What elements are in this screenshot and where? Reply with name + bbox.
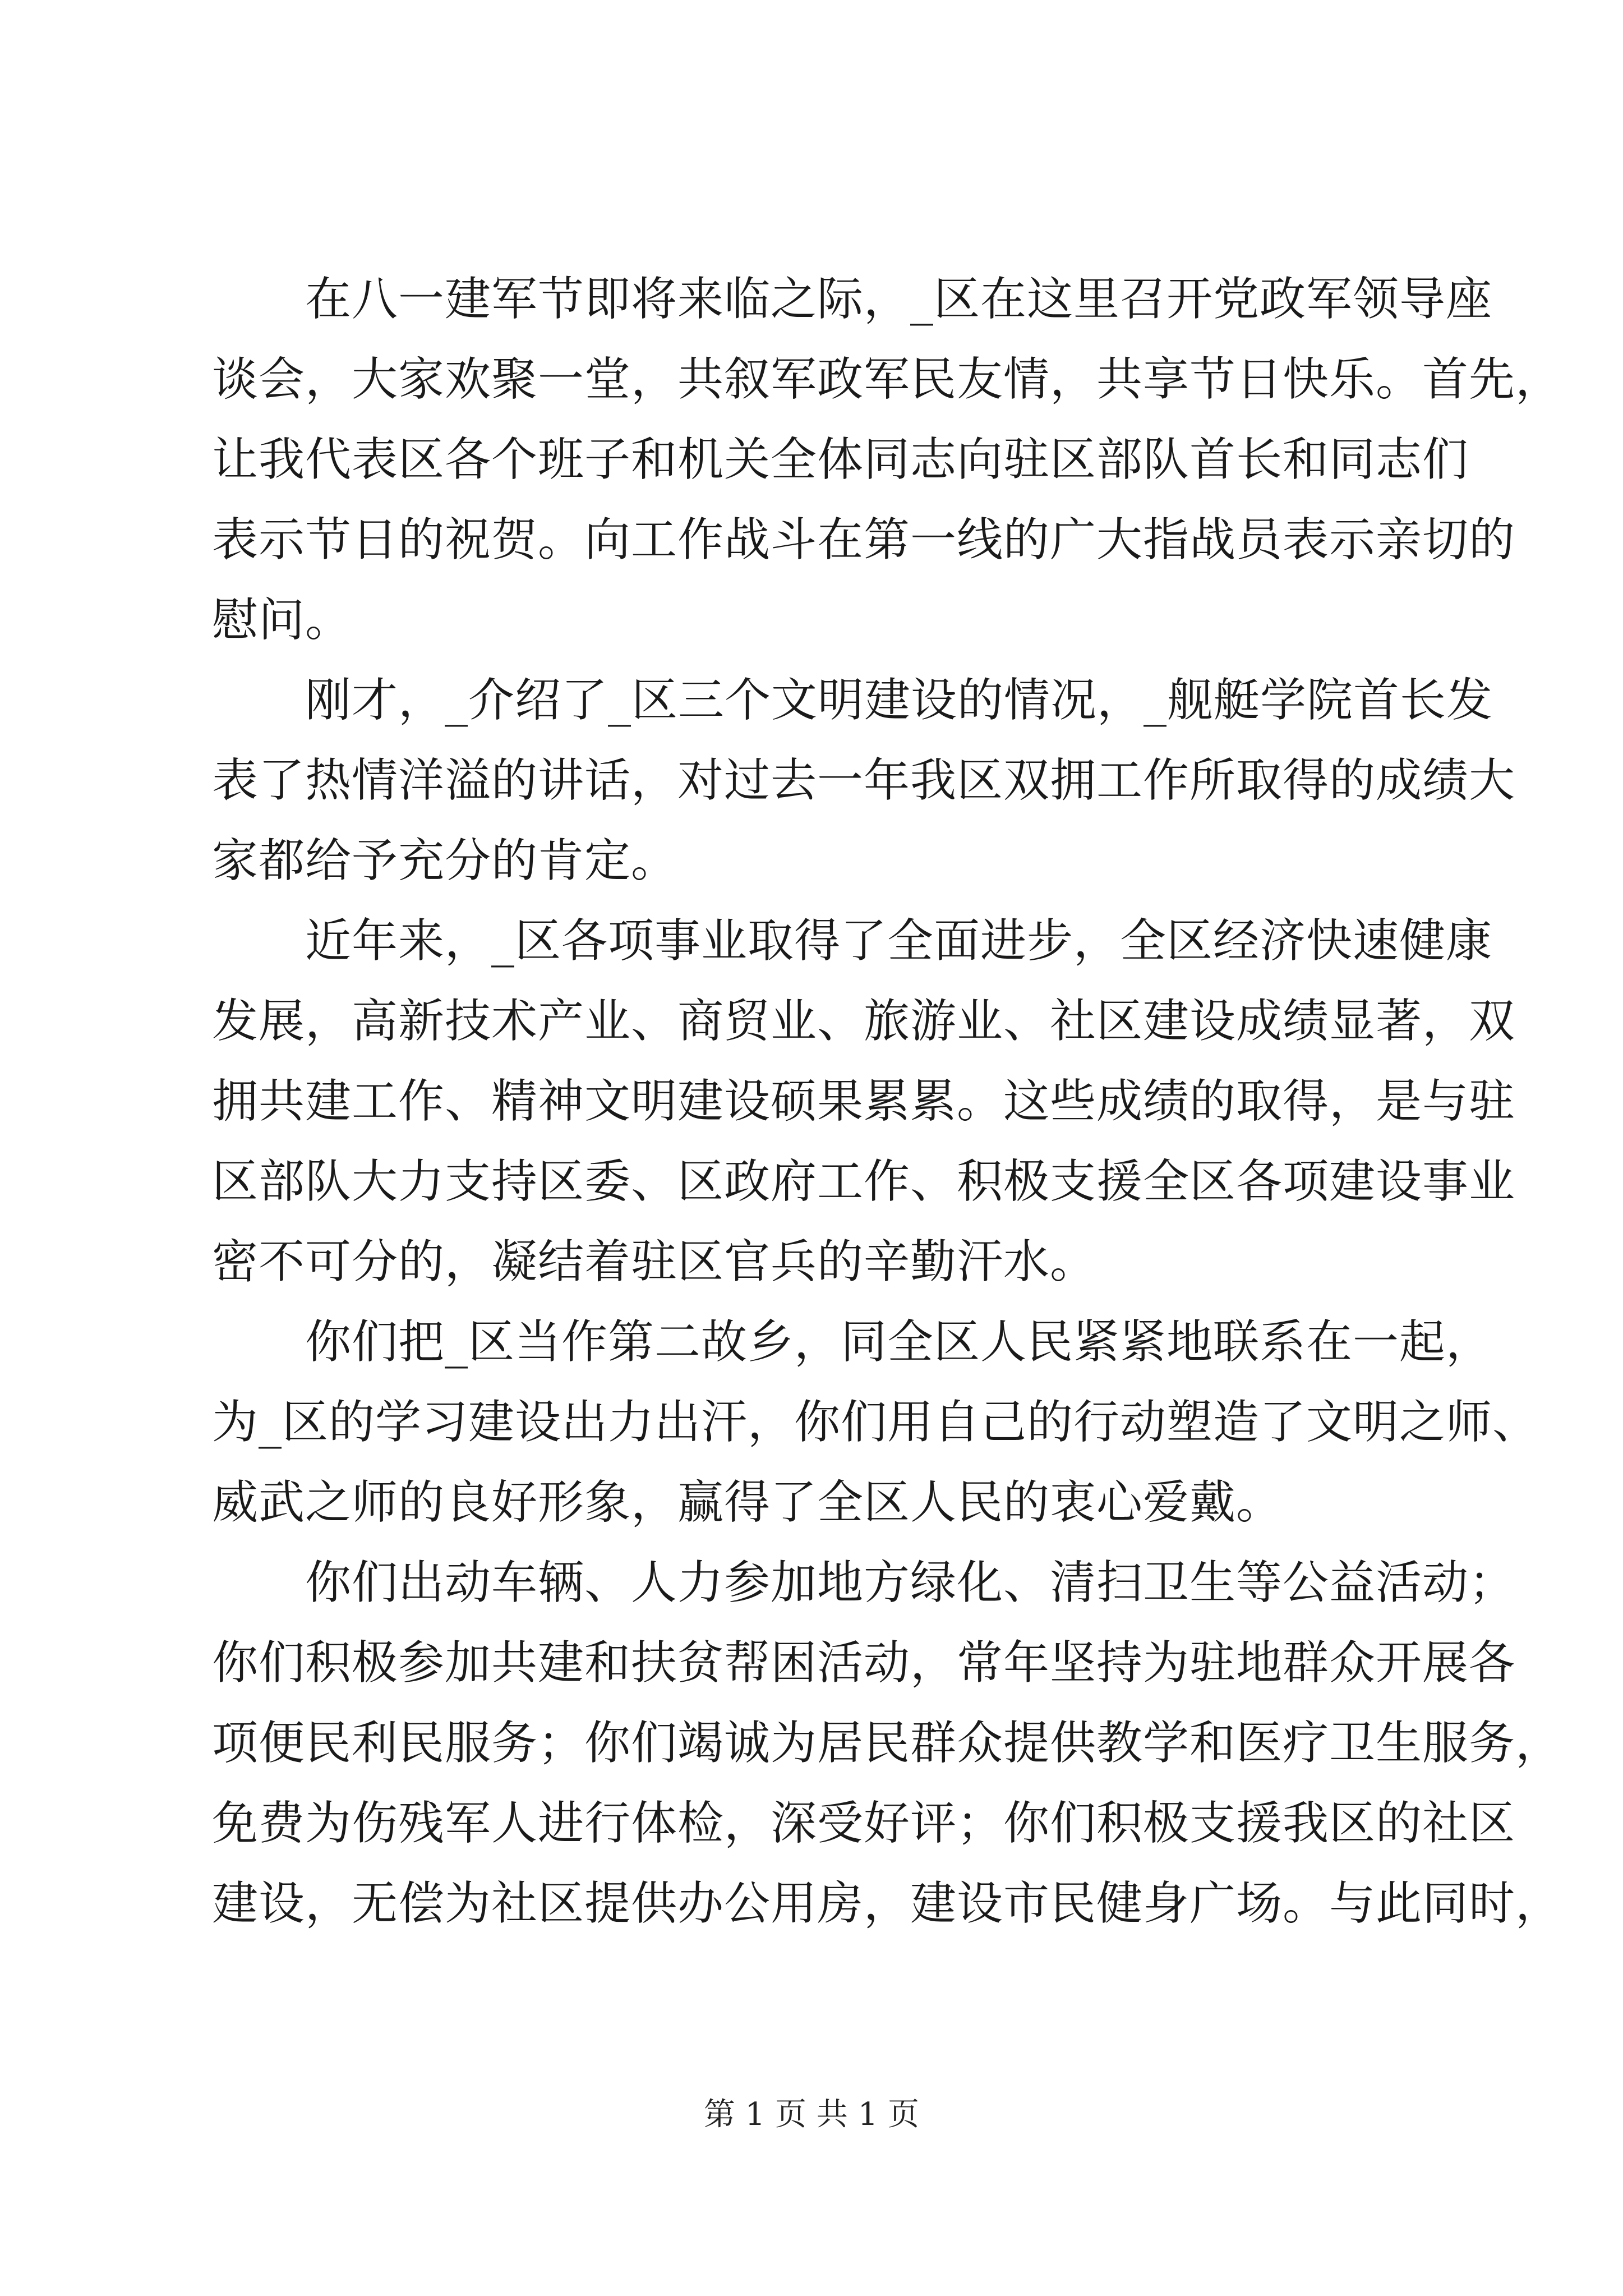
paragraph-1-line-2: 谈会，大家欢聚一堂，共叙军政军民友情，共享节日快乐。首先， bbox=[212, 353, 1562, 406]
paragraph-2-line-3: 家都给予充分的肯定。 bbox=[212, 834, 678, 887]
paragraph-3-line-5: 密不可分的，凝结着驻区官兵的辛勤汗水。 bbox=[212, 1235, 1097, 1289]
paragraph-3-line-4: 区部队大力支持区委、区政府工作、积极支援全区各项建设事业 bbox=[212, 1155, 1516, 1208]
page-number-footer: 第 1 页 共 1 页 bbox=[703, 2096, 920, 2133]
document-body bbox=[212, 259, 1562, 1944]
paragraph-3-line-3: 拥共建工作、精神文明建设硕果累累。这些成绩的取得，是与驻 bbox=[212, 1075, 1516, 1128]
paragraph-4-line-3: 威武之师的良好形象，赢得了全区人民的衷心爱戴。 bbox=[212, 1476, 1283, 1529]
paragraph-5-line-3: 项便民利民服务；你们竭诚为居民群众提供教学和医疗卫生服务， bbox=[212, 1717, 1562, 1770]
paragraph-5-line-1: 你们出动车辆、人力参加地方绿化、清扫卫生等公益活动； bbox=[305, 1556, 1516, 1609]
paragraph-2-line-2: 表了热情洋溢的讲话，对过去一年我区双拥工作所取得的成绩大 bbox=[212, 754, 1516, 807]
paragraph-2-line-1: 刚才，_介绍了_区三个文明建设的情况，_舰艇学院首长发 bbox=[305, 674, 1493, 727]
paragraph-3-line-1: 近年来，_区各项事业取得了全面进步，全区经济快速健康 bbox=[305, 914, 1493, 968]
paragraph-3-line-2: 发展，高新技术产业、商贸业、旅游业、社区建设成绩显著，双 bbox=[212, 995, 1516, 1048]
paragraph-1-line-3: 让我代表区各个班子和机关全体同志向驻区部队首长和同志们 bbox=[212, 433, 1469, 486]
paragraph-1-line-5: 慰问。 bbox=[212, 593, 352, 647]
paragraph-1-line-4: 表示节日的祝贺。向工作战斗在第一线的广大指战员表示亲切的 bbox=[212, 513, 1516, 567]
paragraph-5-line-5: 建设，无偿为社区提供办公用房，建设市民健身广场。与此同时， bbox=[212, 1877, 1562, 1930]
paragraph-5-line-2: 你们积极参加共建和扶贫帮困活动，常年坚持为驻地群众开展各 bbox=[212, 1636, 1516, 1690]
paragraph-5-line-4: 免费为伤残军人进行体检，深受好评；你们积极支援我区的社区 bbox=[212, 1797, 1516, 1850]
paragraph-4-line-1: 你们把_区当作第二故乡，同全区人民紧紧地联系在一起， bbox=[305, 1315, 1493, 1369]
paragraph-1-line-1: 在八一建军节即将来临之际，_区在这里召开党政军领导座 bbox=[305, 273, 1493, 326]
paragraph-4-line-2: 为_区的学习建设出力出汗，你们用自己的行动塑造了文明之师、 bbox=[212, 1396, 1539, 1449]
